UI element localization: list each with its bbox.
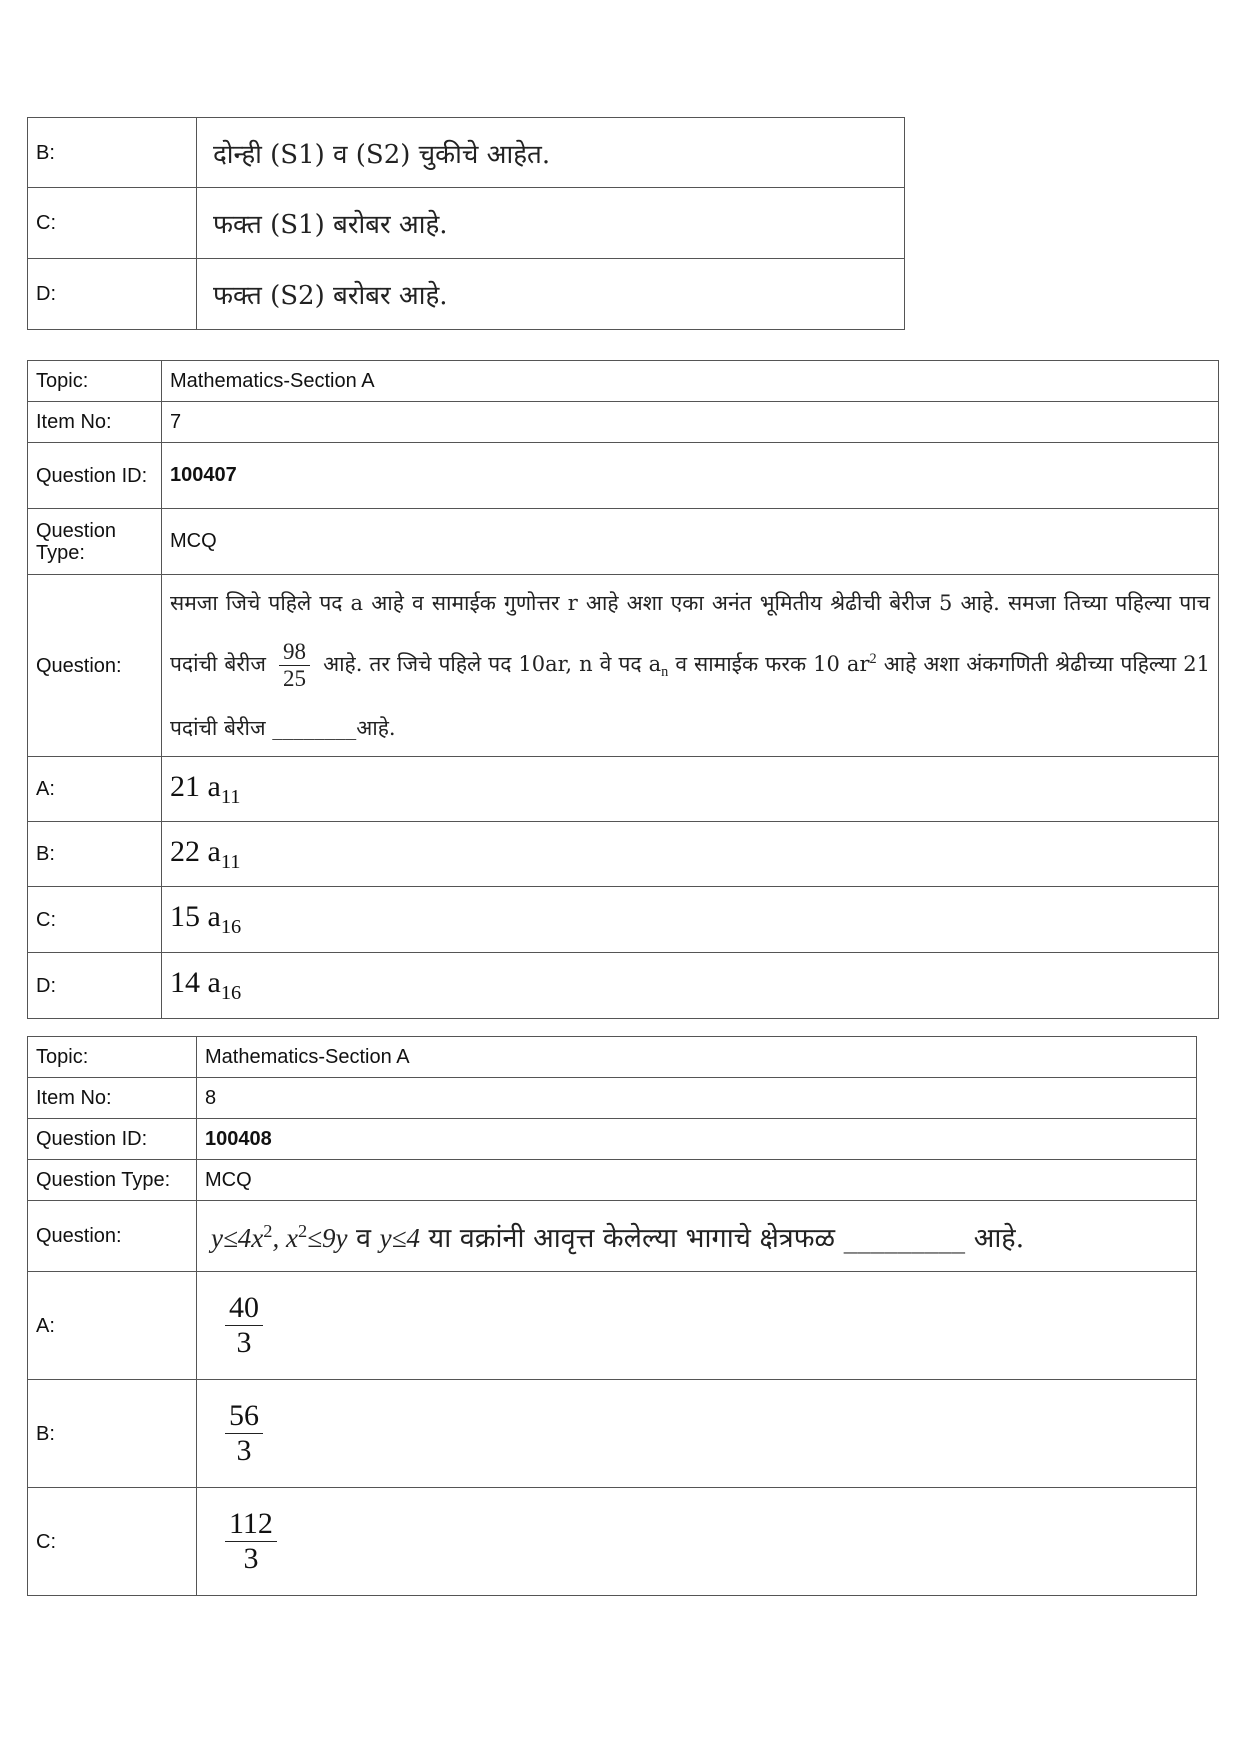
question-7-table xyxy=(27,360,1219,1019)
question-text-part: व सामाईक फरक 10 ar xyxy=(675,652,870,676)
option-label: A: xyxy=(28,1272,197,1380)
item-label: Item No: xyxy=(28,402,162,443)
fraction xyxy=(225,1507,277,1577)
question-row xyxy=(28,1201,1197,1272)
option-label: B: xyxy=(28,118,197,188)
fraction-numerator: 98 xyxy=(279,639,310,666)
topic-value: Mathematics-Section A xyxy=(162,361,1219,402)
question-id-label: Question ID: xyxy=(28,1119,197,1160)
fraction-denominator: 25 xyxy=(283,666,307,691)
math-expression: ≤9y xyxy=(307,1222,348,1253)
option-subscript: 16 xyxy=(220,916,242,939)
option-text: दोन्ही (S1) व (S2) चुकीचे आहेत. xyxy=(197,118,905,188)
option-row-a xyxy=(28,757,1219,822)
option-text: फक्त (S2) बरोबर आहे. xyxy=(197,259,905,330)
item-label: Item No: xyxy=(28,1078,197,1119)
option-row-b xyxy=(28,1380,1197,1488)
option-label: C: xyxy=(28,188,197,259)
question-id-row xyxy=(28,1119,1197,1160)
fraction xyxy=(279,639,310,693)
option-label: C: xyxy=(28,1488,197,1596)
option-coefficient: 22 xyxy=(170,834,200,868)
superscript: 2 xyxy=(297,1220,308,1241)
fraction-denominator: 3 xyxy=(243,1542,259,1575)
option-value xyxy=(197,1488,1197,1596)
question-label: Question: xyxy=(28,1201,197,1272)
option-label: B: xyxy=(28,1380,197,1488)
superscript: 2 xyxy=(263,1220,273,1241)
option-term: a xyxy=(207,769,221,803)
fraction xyxy=(225,1291,263,1361)
question-type-row xyxy=(28,1160,1197,1201)
option-label: D: xyxy=(28,953,162,1019)
option-row-a xyxy=(28,1272,1197,1380)
option-row-d xyxy=(28,953,1219,1019)
question-type-row xyxy=(28,509,1219,575)
question-text-part: आहे अशा अंकगणिती श्रेढीच्या पहिल्या 21 पदांची बेरीज ________आहे. xyxy=(170,652,1210,741)
question-row xyxy=(28,575,1219,757)
item-row xyxy=(28,402,1219,443)
question-text xyxy=(197,1201,1197,1272)
option-term: a xyxy=(207,966,221,1000)
item-row xyxy=(28,1078,1197,1119)
option-row-c xyxy=(28,887,1219,953)
question-type-label: Question Type: xyxy=(28,1160,197,1201)
option-term: a xyxy=(207,900,221,934)
option-value xyxy=(197,1272,1197,1380)
question-8-table xyxy=(27,1036,1197,1596)
question-id-label: Question ID: xyxy=(28,443,162,509)
question-text-part: आहे. तर जिचे पहिले पद 10ar, n वे पद a xyxy=(323,652,662,676)
question-type-value: MCQ xyxy=(197,1160,1197,1201)
subscript: n xyxy=(661,664,669,681)
option-subscript: 11 xyxy=(220,850,241,873)
superscript: 2 xyxy=(869,651,877,667)
math-expression: y≤4 xyxy=(379,1222,420,1253)
topic-row xyxy=(28,361,1219,402)
item-value: 7 xyxy=(162,402,1219,443)
option-label: A: xyxy=(28,757,162,822)
fraction xyxy=(225,1399,263,1469)
option-label: B: xyxy=(28,822,162,887)
option-text: फक्त (S1) बरोबर आहे. xyxy=(197,188,905,259)
question-id-value: 100407 xyxy=(162,443,1219,509)
math-expression: , x xyxy=(272,1222,298,1253)
question-text-part: समजा जिचे पहिले पद a आहे व सामाईक गुणोत्तर r आहे अशा एका अनंत भूमितीय श्रेढीची बेरीज 5 आहे. समजा तिच्या पहिल्या पाच पदांची बेरीज xyxy=(170,591,1210,676)
question-id-value: 100408 xyxy=(197,1119,1197,1160)
question-text-part: या वक्रांनी आवृत्त केलेल्या भागाचे क्षेत्रफळ _________ आहे. xyxy=(419,1222,1025,1254)
fraction-denominator: 3 xyxy=(236,1434,252,1467)
math-expression: y≤4x xyxy=(211,1222,264,1253)
option-row-c xyxy=(28,188,905,259)
question-type-value: MCQ xyxy=(162,509,1219,575)
option-coefficient: 14 xyxy=(170,966,200,1000)
question-id-row xyxy=(28,443,1219,509)
topic-label: Topic: xyxy=(28,1037,197,1078)
topic-label: Topic: xyxy=(28,361,162,402)
question-type-label: Question Type: xyxy=(28,509,162,575)
option-row-d xyxy=(28,259,905,330)
option-row-b xyxy=(28,822,1219,887)
option-label: D: xyxy=(28,259,197,330)
option-subscript: 11 xyxy=(220,785,241,808)
option-coefficient: 21 xyxy=(170,769,200,803)
option-subscript: 16 xyxy=(220,982,242,1005)
fraction-numerator: 56 xyxy=(225,1399,263,1435)
item-value: 8 xyxy=(197,1078,1197,1119)
option-label: C: xyxy=(28,887,162,953)
fraction-numerator: 112 xyxy=(225,1507,277,1543)
prev-question-options-table xyxy=(27,117,905,330)
question-text-part: व xyxy=(347,1222,380,1254)
fraction-numerator: 40 xyxy=(225,1291,263,1327)
question-label: Question: xyxy=(28,575,162,757)
question-text xyxy=(162,575,1219,757)
option-term: a xyxy=(207,834,221,868)
option-row-c xyxy=(28,1488,1197,1596)
option-value xyxy=(162,822,1219,887)
topic-row xyxy=(28,1037,1197,1078)
option-row-b xyxy=(28,118,905,188)
option-value xyxy=(197,1380,1197,1488)
option-value xyxy=(162,757,1219,822)
fraction-denominator: 3 xyxy=(236,1326,252,1359)
option-coefficient: 15 xyxy=(170,900,200,934)
topic-value: Mathematics-Section A xyxy=(197,1037,1197,1078)
option-value xyxy=(162,887,1219,953)
option-value xyxy=(162,953,1219,1019)
